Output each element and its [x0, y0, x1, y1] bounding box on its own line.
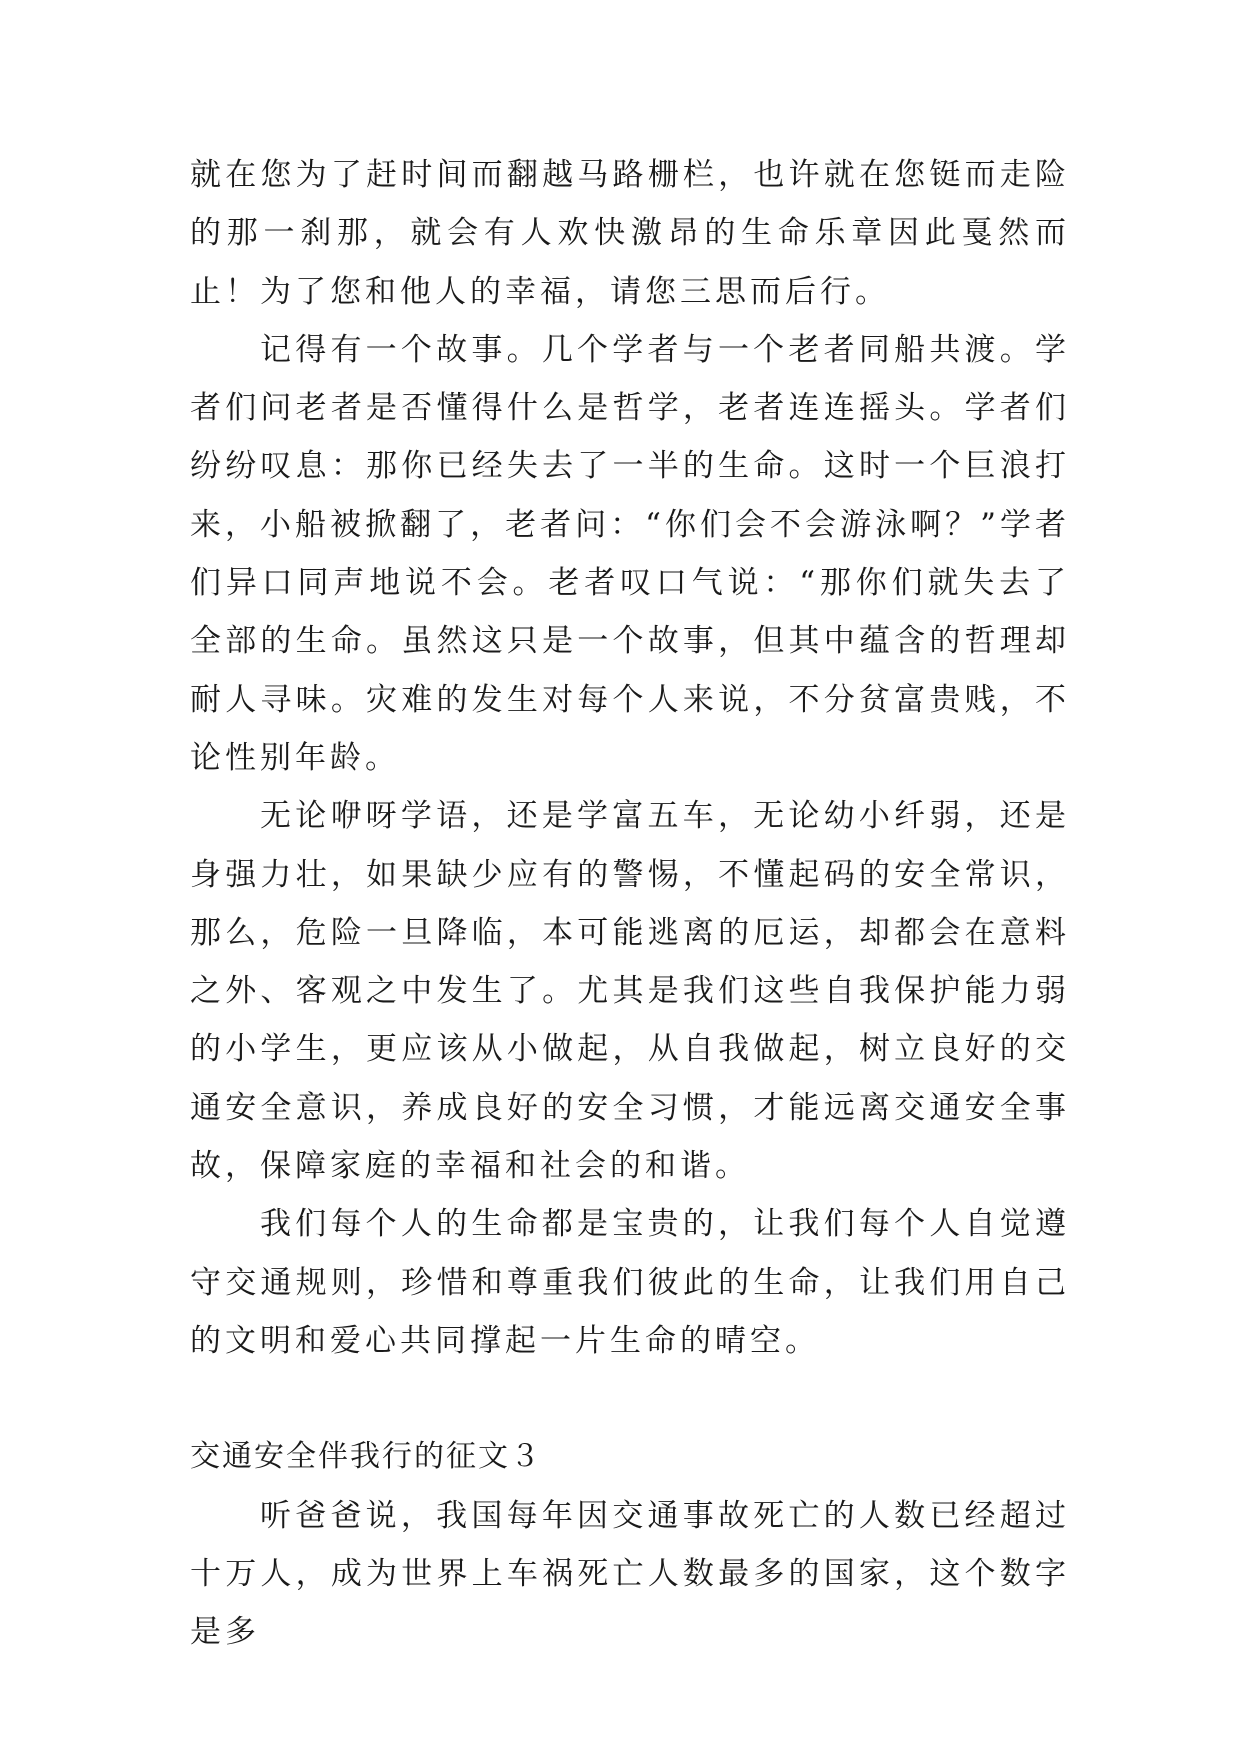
- section-spacer: [190, 1370, 1070, 1428]
- paragraph-section-intro: 听爸爸说，我国每年因交通事故死亡的人数已经超过十万人，成为世界上车祸死亡人数最多的国家，这个数字是多: [190, 1497, 1070, 1651]
- paragraph-conclusion: 我们每个人的生命都是宝贵的，让我们每个人自觉遵守交通规则，珍惜和尊重我们彼此的生命，让我们用自己的文明和爱心共同撑起一片生命的晴空。: [190, 1206, 1070, 1359]
- paragraph-continued: 就在您为了赶时间而翻越马路栅栏，也许就在您铤而走险的那一刹那，就会有人欢快激昂的生命乐章因此戛然而止！为了您和他人的幸福，请您三思而后行。: [190, 157, 1070, 310]
- section-heading: 交通安全伴我行的征文３: [190, 1439, 542, 1475]
- document-body: [190, 146, 1070, 1661]
- paragraph-safety-awareness: 无论咿呀学语，还是学富五车，无论幼小纤弱，还是身强力壮，如果缺少应有的警惕，不懂起码的安全常识，那么，危险一旦降临，本可能逃离的厄运，却都会在意料之外、客观之中发生了。尤其是我们这些自我保护能力弱的小学生，更应该从小做起，从自我做起，树立良好的交通安全意识，养成良好的安全习惯，才能远离交通安全事故，保障家庭的幸福和社会的和谐。: [190, 798, 1070, 1185]
- paragraph-story: 记得有一个故事。几个学者与一个老者同船共渡。学者们问老者是否懂得什么是哲学，老者连连摇头。学者们纷纷叹息：那你已经失去了一半的生命。这时一个巨浪打来，小船被掀翻了，老者问：“你们会不会游泳啊？”学者们异口同声地说不会。老者叹口气说：“那你们就失去了全部的生命。虽然这只是一个故事，但其中蕴含的哲理却耐人寻味。灾难的发生对每个人来说，不分贫富贵贱，不论性别年龄。: [190, 331, 1070, 776]
